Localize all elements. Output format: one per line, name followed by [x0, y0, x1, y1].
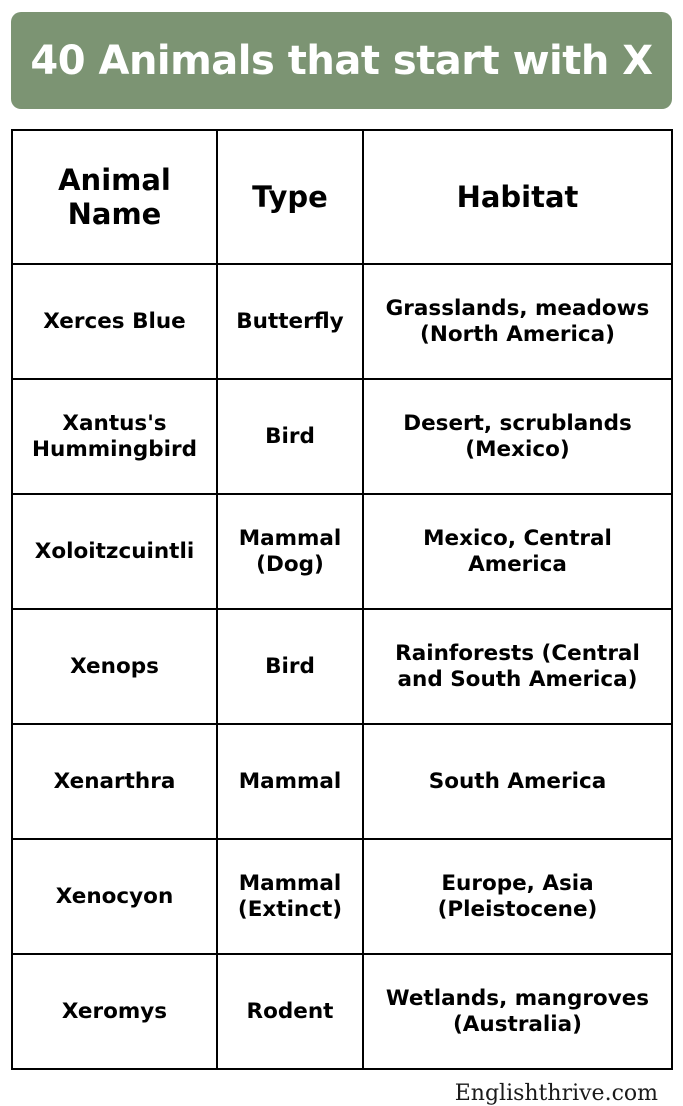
cell-type: Butterfly	[217, 264, 363, 379]
footer	[11, 1081, 672, 1106]
animals-table	[11, 129, 673, 1070]
cell-habitat: South America	[363, 724, 672, 839]
table-row	[12, 379, 672, 494]
page-title: 40 Animals that start with X	[30, 37, 653, 84]
cell-animal-name: Xoloitzcuintli	[12, 494, 217, 609]
table-header-row	[12, 130, 672, 264]
cell-animal-name: Xenops	[12, 609, 217, 724]
cell-animal-name: Xeromys	[12, 954, 217, 1069]
cell-animal-name: Xerces Blue	[12, 264, 217, 379]
cell-type: Mammal (Dog)	[217, 494, 363, 609]
title-banner	[11, 12, 672, 109]
table-row	[12, 494, 672, 609]
column-header-animal-name: Animal Name	[12, 130, 217, 264]
column-header-habitat: Habitat	[363, 130, 672, 264]
cell-habitat: Europe, Asia (Pleistocene)	[363, 839, 672, 954]
cell-type: Bird	[217, 609, 363, 724]
cell-type: Mammal (Extinct)	[217, 839, 363, 954]
column-header-type: Type	[217, 130, 363, 264]
cell-type: Mammal	[217, 724, 363, 839]
table-row	[12, 954, 672, 1069]
table-row	[12, 264, 672, 379]
table-row	[12, 724, 672, 839]
cell-animal-name: Xenarthra	[12, 724, 217, 839]
table-row	[12, 609, 672, 724]
cell-habitat: Rainforests (Central and South America)	[363, 609, 672, 724]
cell-habitat: Mexico, Central America	[363, 494, 672, 609]
cell-habitat: Wetlands, mangroves (Australia)	[363, 954, 672, 1069]
cell-type: Rodent	[217, 954, 363, 1069]
cell-animal-name: Xenocyon	[12, 839, 217, 954]
cell-animal-name: Xantus's Hummingbird	[12, 379, 217, 494]
cell-habitat: Grasslands, meadows (North America)	[363, 264, 672, 379]
table-header	[12, 130, 672, 264]
table-body	[12, 264, 672, 1069]
watermark-text: Englishthrive.com	[454, 1081, 658, 1106]
table-container	[11, 129, 672, 1070]
cell-habitat: Desert, scrublands (Mexico)	[363, 379, 672, 494]
table-row	[12, 839, 672, 954]
cell-type: Bird	[217, 379, 363, 494]
